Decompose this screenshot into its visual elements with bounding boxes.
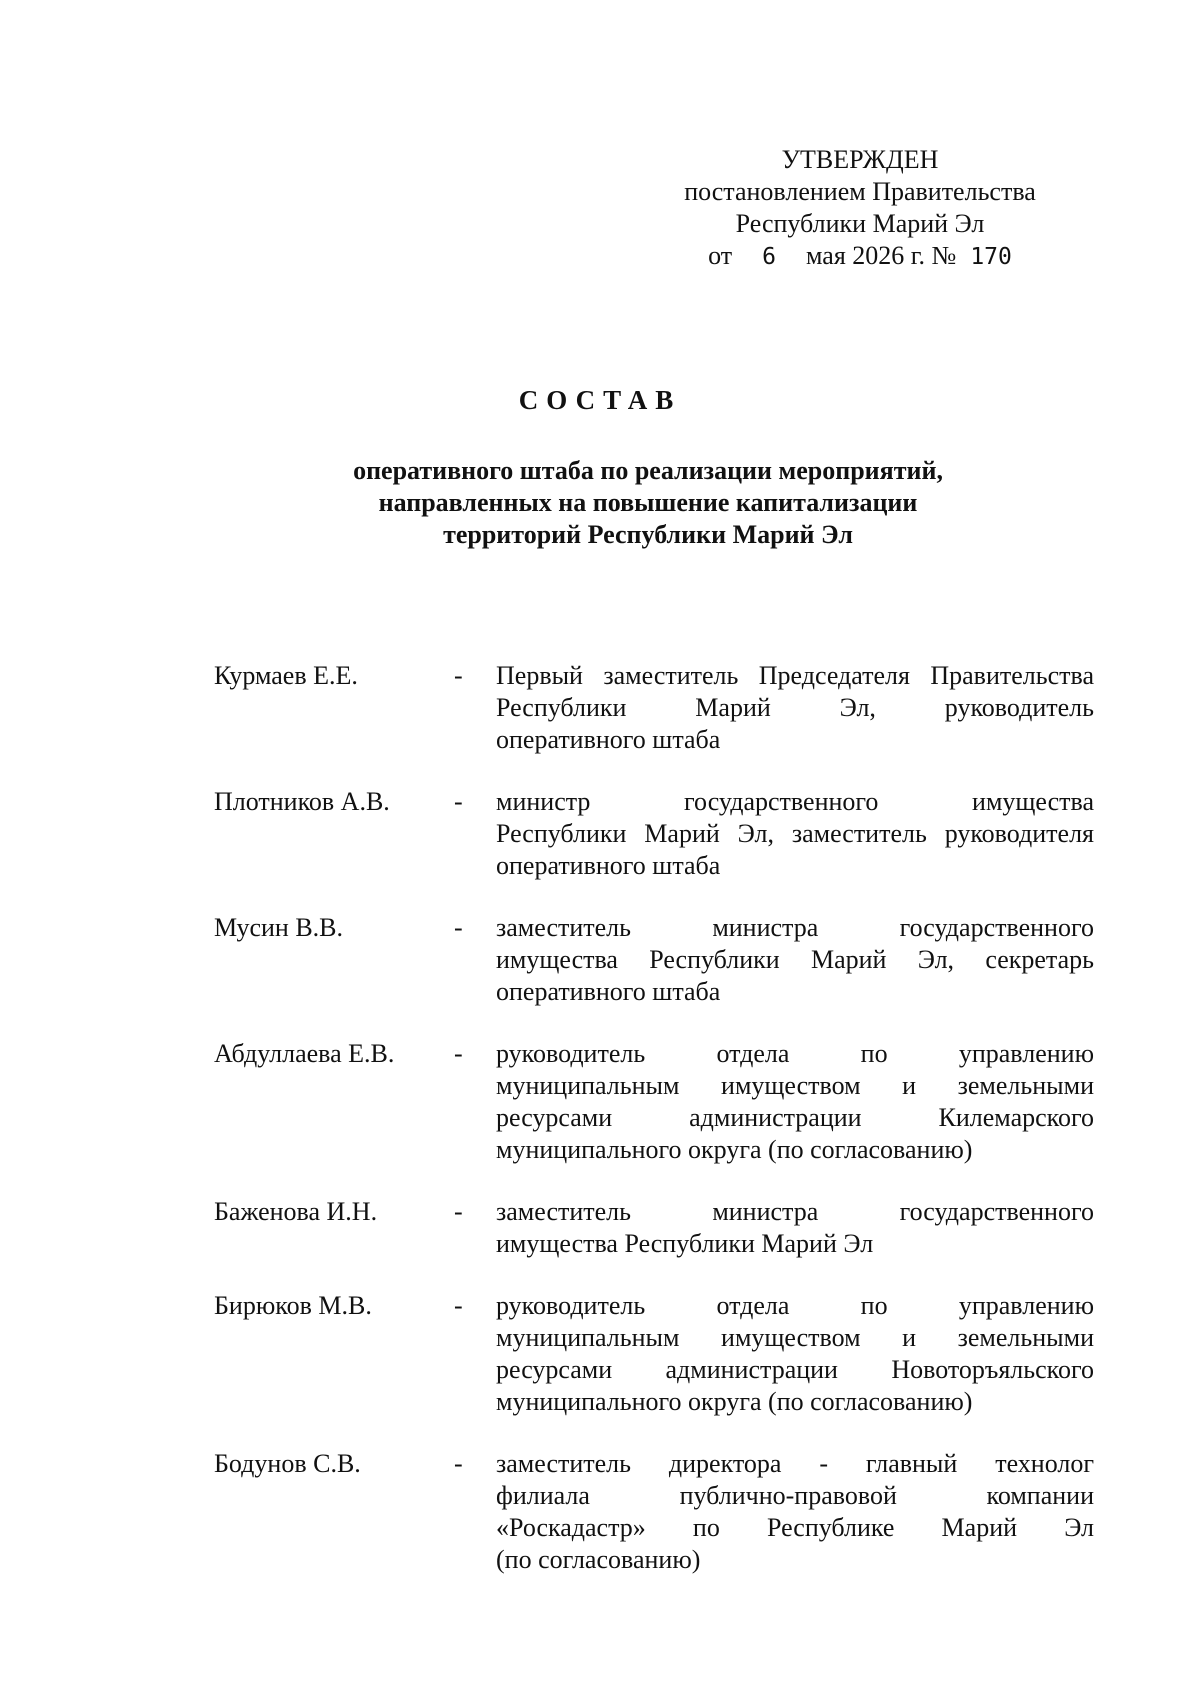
member-role-line: «Роскадастр» по Республике Марий Эл	[496, 1513, 1094, 1542]
member-name: Плотников А.В.	[214, 787, 390, 816]
member-role	[496, 786, 1094, 882]
member-name: Абдуллаева Е.В.	[214, 1039, 395, 1068]
approval-title: УТВЕРЖДЕН	[781, 145, 939, 174]
member-role-line: муниципальным имуществом и земельными	[496, 1323, 1094, 1352]
member-role	[496, 1448, 1094, 1576]
member-row	[214, 1290, 1094, 1418]
member-role-line: имущества Республики Марий Эл, секретарь	[496, 945, 1094, 974]
member-dash: -	[454, 1197, 463, 1226]
member-role	[496, 660, 1094, 756]
member-role-line: оперативного штаба	[496, 977, 721, 1006]
member-role-line: оперативного штаба	[496, 851, 721, 880]
document-title: СОСТАВ	[518, 385, 682, 415]
member-dash: -	[454, 1449, 463, 1478]
date-prefix: от	[708, 241, 733, 270]
member-name: Бирюков М.В.	[214, 1291, 372, 1320]
member-role	[496, 1196, 1094, 1260]
member-dash: -	[454, 1039, 463, 1068]
approval-line-1: постановлением Правительства	[684, 177, 1036, 206]
member-role-line: заместитель министра государственного	[496, 1197, 1094, 1226]
member-role	[496, 912, 1094, 1008]
member-row	[214, 912, 1094, 1008]
decree-number: 170	[970, 244, 1012, 270]
member-dash: -	[454, 1291, 463, 1320]
member-role-line: ресурсами администрации Килемарского	[496, 1103, 1094, 1132]
member-name: Мусин В.В.	[214, 913, 344, 942]
member-role-line: заместитель директора - главный технолог	[496, 1449, 1094, 1478]
date-day: 6	[762, 244, 777, 270]
member-dash: -	[454, 913, 463, 942]
member-role-line: Республики Марий Эл, заместитель руководителя	[496, 819, 1094, 848]
approval-date-line	[640, 240, 1080, 273]
member-row	[214, 660, 1094, 756]
member-dash: -	[454, 661, 463, 690]
member-row	[214, 1038, 1094, 1166]
member-role-line: ресурсами администрации Новоторъяльского	[496, 1355, 1094, 1384]
member-role-line: (по согласованию)	[496, 1545, 701, 1574]
subtitle-line: направленных на повышение капитализации	[378, 488, 918, 517]
document-subtitle	[200, 455, 1096, 551]
members-list	[214, 660, 1094, 1606]
member-role-line: филиала публично-правовой компании	[496, 1481, 1094, 1510]
member-role	[496, 1290, 1094, 1418]
member-role-line: муниципального округа (по согласованию)	[496, 1387, 973, 1416]
member-role-line: имущества Республики Марий Эл	[496, 1229, 874, 1258]
subtitle-line: территорий Республики Марий Эл	[443, 520, 853, 549]
member-name: Курмаев Е.Е.	[214, 661, 358, 690]
member-role-line: Первый заместитель Председателя Правительства	[496, 661, 1094, 690]
member-role-line: муниципального округа (по согласованию)	[496, 1135, 973, 1164]
member-role	[496, 1038, 1094, 1166]
member-name: Баженова И.Н.	[214, 1197, 378, 1226]
subtitle-line: оперативного штаба по реализации мероприятий,	[353, 456, 943, 485]
member-name: Бодунов С.В.	[214, 1449, 361, 1478]
member-role-line: руководитель отдела по управлению	[496, 1039, 1094, 1068]
member-row	[214, 1448, 1094, 1576]
member-role-line: Республики Марий Эл, руководитель	[496, 693, 1094, 722]
date-month-year: мая 2026 г. №	[806, 241, 957, 270]
member-role-line: муниципальным имуществом и земельными	[496, 1071, 1094, 1100]
member-role-line: министр государственного имущества	[496, 787, 1094, 816]
member-row	[214, 1196, 1094, 1260]
member-role-line: руководитель отдела по управлению	[496, 1291, 1094, 1320]
member-row	[214, 786, 1094, 882]
member-role-line: оперативного штаба	[496, 725, 721, 754]
member-role-line: заместитель министра государственного	[496, 913, 1094, 942]
approval-line-2: Республики Марий Эл	[735, 209, 985, 238]
member-dash: -	[454, 787, 463, 816]
approval-block	[640, 144, 1080, 273]
